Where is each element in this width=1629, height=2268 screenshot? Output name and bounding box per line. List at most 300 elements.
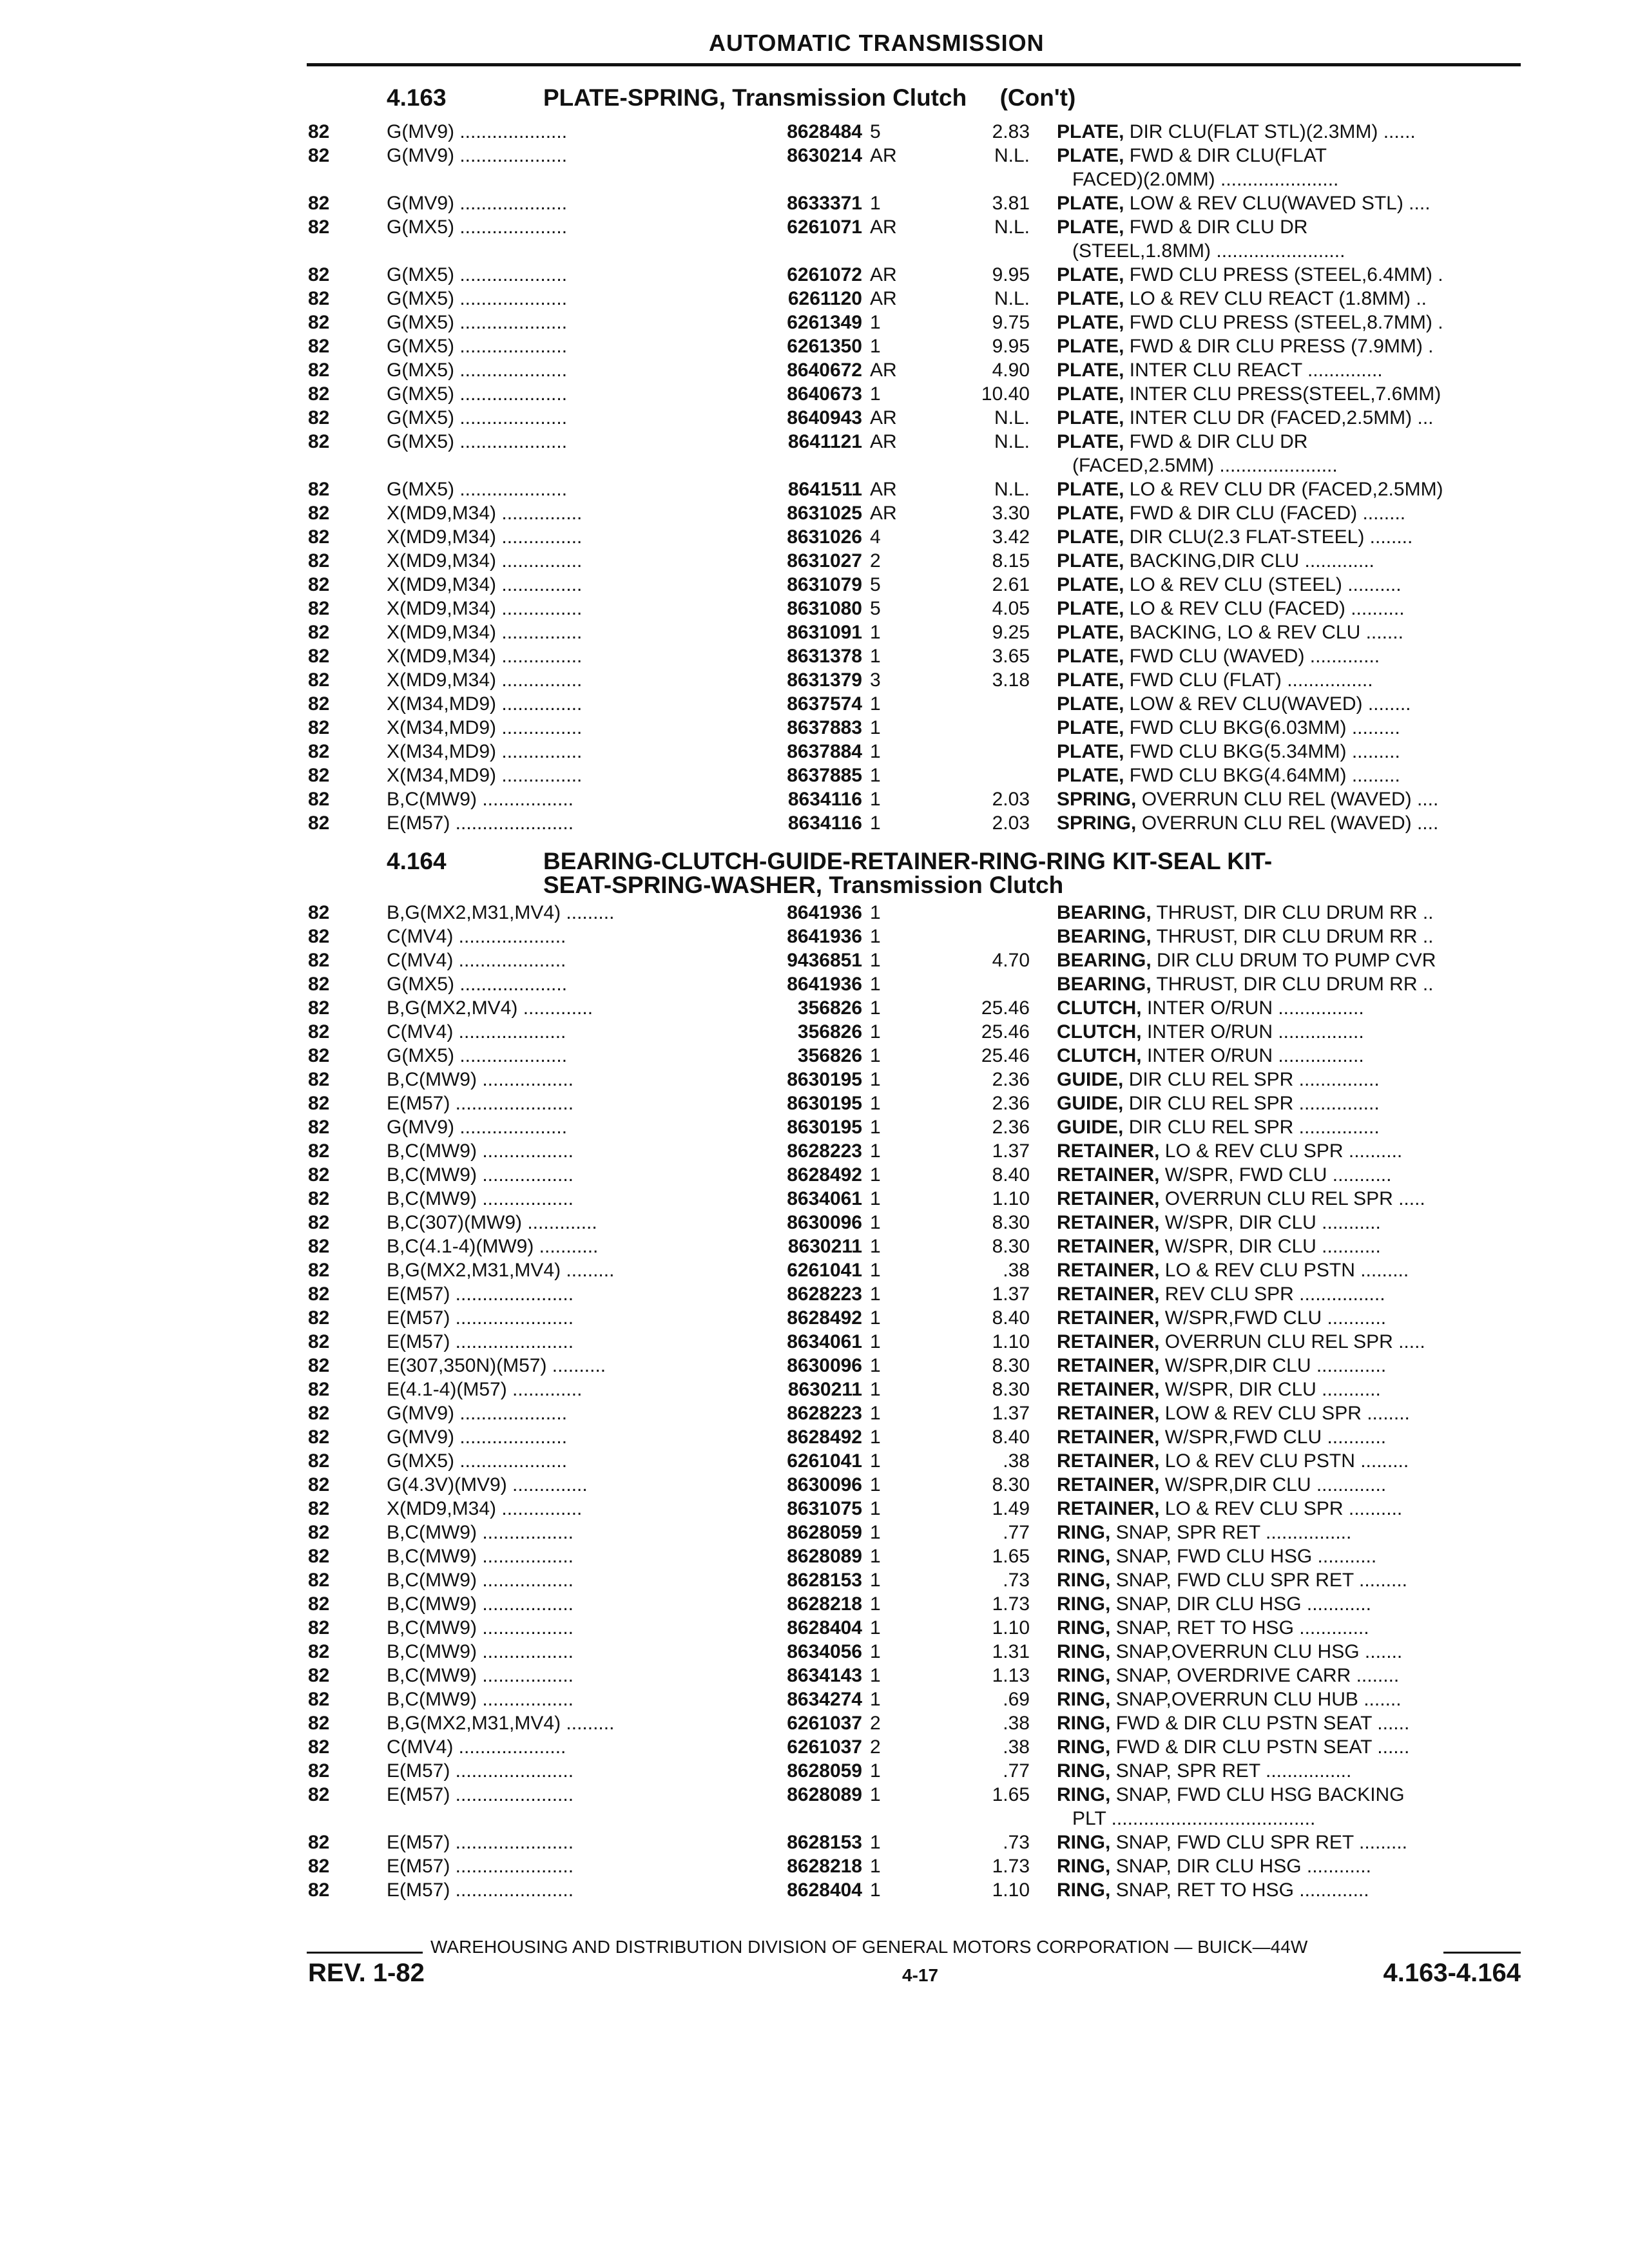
section-number: 4.164: [387, 848, 447, 874]
part-name: BEARING,: [1057, 902, 1152, 923]
price: 10.40: [981, 383, 1030, 405]
part-detail: W/SPR,FWD CLU ...........: [1164, 1307, 1387, 1329]
part-name: PLATE,: [1057, 765, 1124, 786]
part-description: [1057, 191, 1521, 215]
table-row: [0, 1163, 1629, 1187]
model-year: 82: [308, 1570, 330, 1591]
part-number: 8631075: [787, 1498, 862, 1519]
page-title: AUTOMATIC TRANSMISSION: [709, 30, 1045, 56]
price: 9.95: [992, 336, 1030, 357]
model-code: X(MD9,M34) ...............: [387, 598, 583, 619]
table-row-continuation: [0, 168, 1629, 191]
part-detail: LOW & REV CLU(WAVED STL) ....: [1129, 193, 1431, 214]
table-row: [0, 406, 1629, 430]
model-year: 82: [308, 693, 330, 715]
section-continued: (Con't): [999, 84, 1076, 111]
table-row: [0, 120, 1629, 144]
table-row: [0, 1282, 1629, 1306]
model-year: 82: [308, 1140, 330, 1162]
part-number: 8628218: [787, 1593, 862, 1615]
price: 1.13: [992, 1665, 1030, 1686]
part-name: PLATE,: [1057, 312, 1124, 333]
part-detail: FWD & DIR CLU (FACED) ........: [1129, 503, 1406, 524]
table-row: [0, 811, 1629, 835]
table-row: [0, 311, 1629, 334]
model-year: 82: [308, 1283, 330, 1305]
price: 25.46: [981, 1021, 1030, 1043]
part-number: 8628223: [787, 1283, 862, 1305]
part-name: RETAINER,: [1057, 1164, 1160, 1186]
table-row: [0, 477, 1629, 501]
price: .38: [1003, 1450, 1030, 1472]
part-detail: INTER CLU DR (FACED,2.5MM) ...: [1129, 407, 1434, 428]
table-row: [0, 1687, 1629, 1711]
table-row: [0, 1640, 1629, 1664]
table-row: [0, 1258, 1629, 1282]
part-number: 8628492: [787, 1307, 862, 1329]
model-year: 82: [308, 1021, 330, 1043]
part-description: [1057, 215, 1521, 239]
table-row: [0, 1783, 1629, 1807]
table-row: [0, 716, 1629, 740]
part-description: [1057, 144, 1521, 168]
part-name: RETAINER,: [1057, 1212, 1160, 1233]
model-code: E(M57) ......................: [387, 1331, 574, 1352]
quantity: 1: [870, 1546, 881, 1567]
part-name: PLATE,: [1057, 526, 1124, 548]
price: N.L.: [994, 479, 1030, 500]
part-number: 8628153: [787, 1832, 862, 1853]
table-row: [0, 1854, 1629, 1878]
part-number: 8631379: [787, 669, 862, 691]
part-number: 8630214: [787, 145, 862, 166]
model-year: 82: [308, 1665, 330, 1686]
model-code: E(4.1-4)(M57) .............: [387, 1379, 583, 1400]
model-year: 82: [308, 1689, 330, 1710]
quantity: 1: [870, 789, 881, 810]
model-code: X(M34,MD9) ...............: [387, 717, 583, 738]
quantity: 1: [870, 1331, 881, 1352]
model-year: 82: [308, 1379, 330, 1400]
table-row: [0, 1592, 1629, 1616]
model-code: E(M57) ......................: [387, 1760, 574, 1782]
model-year: 82: [308, 1784, 330, 1805]
part-name: PLATE,: [1057, 622, 1124, 643]
part-number: 6261041: [787, 1260, 862, 1281]
part-detail: LO & REV CLU PSTN .........: [1164, 1260, 1409, 1281]
table-row: [0, 549, 1629, 573]
part-detail-continued: (FACED,2.5MM) ......................: [1072, 455, 1338, 476]
model-year: 82: [308, 598, 330, 619]
price: .77: [1003, 1522, 1030, 1543]
model-year: 82: [308, 1117, 330, 1138]
part-detail: DIR CLU REL SPR ...............: [1128, 1069, 1380, 1090]
table-row: [0, 263, 1629, 287]
model-code: X(M34,MD9) ...............: [387, 693, 583, 715]
part-name: PLATE,: [1057, 717, 1124, 738]
model-code: B,G(MX2,M31,MV4) .........: [387, 1713, 615, 1734]
table-row: [0, 1497, 1629, 1521]
price: 2.36: [992, 1093, 1030, 1114]
table-row: [0, 1664, 1629, 1687]
model-code: G(MV9) ....................: [387, 121, 568, 142]
part-description: [1057, 1473, 1521, 1497]
part-name: CLUTCH,: [1057, 997, 1142, 1019]
part-name: PLATE,: [1057, 741, 1124, 762]
quantity: AR: [870, 145, 897, 166]
model-year: 82: [308, 669, 330, 691]
quantity: 1: [870, 1045, 881, 1066]
price: 1.10: [992, 1331, 1030, 1352]
part-detail: LOW & REV CLU(WAVED) ........: [1129, 693, 1411, 715]
part-number: 8631025: [787, 503, 862, 524]
part-name: PLATE,: [1057, 646, 1124, 667]
part-name: RING,: [1057, 1856, 1111, 1877]
part-description: [1057, 501, 1521, 525]
part-number: 8637884: [787, 741, 862, 762]
table-row: [0, 215, 1629, 239]
table-row: [0, 1449, 1629, 1473]
part-name: PLATE,: [1057, 193, 1124, 214]
quantity: 2: [870, 1713, 881, 1734]
price: 1.10: [992, 1188, 1030, 1209]
part-detail: INTER CLU PRESS(STEEL,7.6MM): [1129, 383, 1441, 405]
quantity: AR: [870, 288, 897, 309]
part-number: 8630211: [787, 1379, 862, 1400]
model-year: 82: [308, 1045, 330, 1066]
quantity: 1: [870, 1450, 881, 1472]
table-row: [0, 692, 1629, 716]
part-number: 8628059: [787, 1522, 862, 1543]
quantity: 1: [870, 1307, 881, 1329]
part-name: SPRING,: [1057, 789, 1137, 810]
price: .38: [1003, 1736, 1030, 1758]
part-description: [1057, 644, 1521, 668]
part-number: 356826: [797, 1045, 862, 1066]
price: N.L.: [994, 407, 1030, 428]
model-code: E(M57) ......................: [387, 812, 574, 834]
model-code: X(MD9,M34) ...............: [387, 526, 583, 548]
part-detail: SNAP, FWD CLU SPR RET .........: [1115, 1832, 1408, 1853]
table-row: [0, 668, 1629, 692]
model-year: 82: [308, 503, 330, 524]
quantity: 1: [870, 1164, 881, 1186]
model-code: B,G(MX2,M31,MV4) .........: [387, 902, 615, 923]
part-name: RING,: [1057, 1784, 1111, 1805]
part-description: [1057, 1211, 1521, 1235]
part-detail: LOW & REV CLU SPR ........: [1164, 1403, 1410, 1424]
model-code: B,C(MW9) .................: [387, 1617, 574, 1639]
part-detail: INTER O/RUN ................: [1147, 997, 1364, 1019]
section-number: 4.163: [387, 84, 447, 111]
table-row: [0, 287, 1629, 311]
part-detail: LO & REV CLU (STEEL) ..........: [1129, 574, 1402, 595]
part-number: 8630096: [787, 1474, 862, 1495]
part-description: [1057, 692, 1521, 716]
model-code: E(M57) ......................: [387, 1832, 574, 1853]
part-detail: LO & REV CLU (FACED) ..........: [1129, 598, 1405, 619]
quantity: 1: [870, 1665, 881, 1686]
part-number: 8628089: [787, 1546, 862, 1567]
price: N.L.: [994, 145, 1030, 166]
price: 1.31: [992, 1641, 1030, 1662]
part-detail: SNAP, FWD CLU HSG ...........: [1115, 1546, 1377, 1567]
part-number: 8631378: [787, 646, 862, 667]
table-row: [0, 1115, 1629, 1139]
quantity: 1: [870, 1784, 881, 1805]
model-code: X(M34,MD9) ...............: [387, 741, 583, 762]
model-code: G(MV9) ....................: [387, 1117, 568, 1138]
model-code: X(MD9,M34) ...............: [387, 1498, 583, 1519]
part-number: 8641936: [787, 926, 862, 947]
quantity: 1: [870, 926, 881, 947]
model-year: 82: [308, 974, 330, 995]
price: N.L.: [994, 288, 1030, 309]
table-row: [0, 1354, 1629, 1378]
table-row: [0, 972, 1629, 996]
part-name: RETAINER,: [1057, 1427, 1160, 1448]
model-year: 82: [308, 526, 330, 548]
quantity: 1: [870, 1760, 881, 1782]
quantity: 1: [870, 1188, 881, 1209]
part-description: [1057, 263, 1521, 287]
part-description: [1057, 1187, 1521, 1211]
model-code: G(MX5) ....................: [387, 336, 568, 357]
price: 4.70: [992, 950, 1030, 971]
part-name: RING,: [1057, 1832, 1111, 1853]
part-description: [1057, 1687, 1521, 1711]
model-code: B,C(MW9) .................: [387, 1069, 574, 1090]
part-name: GUIDE,: [1057, 1093, 1124, 1114]
table-row: [0, 644, 1629, 668]
part-number: 8637883: [787, 717, 862, 738]
model-code: G(MX5) ....................: [387, 383, 568, 405]
part-detail: SNAP, FWD CLU HSG BACKING: [1115, 1784, 1405, 1805]
table-row: [0, 1306, 1629, 1330]
part-detail: SNAP,OVERRUN CLU HUB .......: [1115, 1689, 1402, 1710]
part-detail: W/SPR,DIR CLU .............: [1164, 1355, 1387, 1376]
part-description: [1057, 1068, 1521, 1091]
model-code: B,C(MW9) .................: [387, 1140, 574, 1162]
part-detail: BACKING,DIR CLU .............: [1129, 550, 1374, 572]
model-year: 82: [308, 1331, 330, 1352]
part-description: [1057, 430, 1521, 454]
part-detail: SNAP, RET TO HSG .............: [1115, 1879, 1369, 1901]
part-number: 8637574: [787, 693, 862, 715]
part-description: [1057, 358, 1521, 382]
model-year: 82: [308, 1736, 330, 1758]
table-row: [0, 144, 1629, 168]
part-name: RETAINER,: [1057, 1498, 1160, 1519]
part-name: RING,: [1057, 1713, 1111, 1734]
part-name: RING,: [1057, 1760, 1111, 1782]
model-year: 82: [308, 717, 330, 738]
quantity: 1: [870, 1355, 881, 1376]
table-row: [0, 1473, 1629, 1497]
table-row: [0, 1211, 1629, 1235]
model-code: E(M57) ......................: [387, 1784, 574, 1805]
table-row: [0, 1020, 1629, 1044]
part-name: PLATE,: [1057, 407, 1124, 428]
quantity: 1: [870, 997, 881, 1019]
part-detail: DIR CLU REL SPR ...............: [1128, 1093, 1380, 1114]
part-detail-continued: (STEEL,1.8MM) ........................: [1072, 240, 1345, 262]
part-description: [1057, 716, 1521, 740]
quantity: AR: [870, 503, 897, 524]
quantity: 1: [870, 622, 881, 643]
quantity: 4: [870, 526, 881, 548]
part-number: 8630195: [787, 1093, 862, 1114]
price: 8.40: [992, 1164, 1030, 1186]
model-code: C(MV4) ....................: [387, 1021, 566, 1043]
part-detail: W/SPR, FWD CLU ...........: [1164, 1164, 1392, 1186]
quantity: 1: [870, 1236, 881, 1257]
price: 25.46: [981, 997, 1030, 1019]
price: .38: [1003, 1713, 1030, 1734]
price: 8.30: [992, 1236, 1030, 1257]
part-description: [1057, 1044, 1521, 1068]
model-code: E(M57) ......................: [387, 1307, 574, 1329]
part-name: RETAINER,: [1057, 1236, 1160, 1257]
quantity: 3: [870, 669, 881, 691]
part-detail: DIR CLU(2.3 FLAT-STEEL) ........: [1129, 526, 1413, 548]
part-number: 8634274: [787, 1689, 862, 1710]
price: 2.61: [992, 574, 1030, 595]
model-code: B,G(MX2,MV4) .............: [387, 997, 593, 1019]
model-code: G(MX5) ....................: [387, 288, 568, 309]
model-year: 82: [308, 1593, 330, 1615]
part-name: RETAINER,: [1057, 1260, 1160, 1281]
part-name: PLATE,: [1057, 550, 1124, 572]
part-detail: FWD & DIR CLU PSTN SEAT ......: [1115, 1713, 1410, 1734]
table-row: [0, 901, 1629, 925]
part-name: RING,: [1057, 1736, 1111, 1758]
part-detail: INTER O/RUN ................: [1147, 1045, 1364, 1066]
part-name: RETAINER,: [1057, 1474, 1160, 1495]
table-row: [0, 1378, 1629, 1401]
quantity: 1: [870, 765, 881, 786]
part-name: PLATE,: [1057, 336, 1124, 357]
section-heading-4-164: [387, 848, 1273, 898]
price: N.L.: [994, 216, 1030, 238]
quantity: 1: [870, 1570, 881, 1591]
model-code: B,C(MW9) .................: [387, 1593, 574, 1615]
model-code: X(MD9,M34) ...............: [387, 669, 583, 691]
part-description: [1057, 1616, 1521, 1640]
model-code: C(MV4) ....................: [387, 926, 566, 947]
part-detail: SNAP, DIR CLU HSG ............: [1115, 1593, 1371, 1615]
model-code: G(MX5) ....................: [387, 360, 568, 381]
part-detail: LO & REV CLU SPR ..........: [1164, 1140, 1403, 1162]
model-code: G(MX5) ....................: [387, 431, 568, 452]
price: .73: [1003, 1832, 1030, 1853]
model-code: C(MV4) ....................: [387, 1736, 566, 1758]
price: 8.30: [992, 1379, 1030, 1400]
section-subtitle: SEAT-SPRING-WASHER, Transmission Clutch: [543, 872, 1064, 898]
part-name: RETAINER,: [1057, 1403, 1160, 1424]
model-year: 82: [308, 997, 330, 1019]
part-number: 8641121: [787, 431, 862, 452]
model-code: G(MV9) ....................: [387, 1427, 568, 1448]
table-row: [0, 1425, 1629, 1449]
part-number: 8631080: [787, 598, 862, 619]
table-row: [0, 787, 1629, 811]
part-description: [1057, 1235, 1521, 1258]
part-number: 8634061: [787, 1188, 862, 1209]
part-detail: FWD & DIR CLU DR: [1129, 216, 1308, 238]
part-description: [1057, 1854, 1521, 1878]
model-code: X(M34,MD9) ...............: [387, 765, 583, 786]
table-row: [0, 501, 1629, 525]
part-number: 8628484: [787, 121, 862, 142]
part-number: 6261072: [787, 264, 862, 285]
part-description: [1057, 1521, 1521, 1544]
quantity: 5: [870, 121, 881, 142]
part-name: RING,: [1057, 1570, 1111, 1591]
part-detail: BACKING, LO & REV CLU .......: [1129, 622, 1403, 643]
part-number: 8628223: [787, 1403, 862, 1424]
part-description: [1057, 996, 1521, 1020]
model-year: 82: [308, 479, 330, 500]
part-detail: SNAP, RET TO HSG .............: [1115, 1617, 1369, 1639]
model-code: B,C(MW9) .................: [387, 1641, 574, 1662]
part-description: [1057, 477, 1521, 501]
part-description: [1057, 1831, 1521, 1854]
model-code: G(MX5) ....................: [387, 1045, 568, 1066]
model-year: 82: [308, 765, 330, 786]
table-row: [0, 1711, 1629, 1735]
quantity: 1: [870, 1689, 881, 1710]
part-description: [1057, 120, 1521, 144]
quantity: AR: [870, 264, 897, 285]
part-description: [1057, 597, 1521, 620]
model-code: X(MD9,M34) ...............: [387, 646, 583, 667]
model-code: C(MV4) ....................: [387, 950, 566, 971]
part-number: 8630195: [787, 1069, 862, 1090]
quantity: 1: [870, 1093, 881, 1114]
price: 9.95: [992, 264, 1030, 285]
model-year: 82: [308, 312, 330, 333]
part-number: 8628492: [787, 1164, 862, 1186]
part-detail: W/SPR,FWD CLU ...........: [1164, 1427, 1387, 1448]
model-code: B,C(4.1-4)(MW9) ...........: [387, 1236, 599, 1257]
model-code: B,C(MW9) .................: [387, 1665, 574, 1686]
price: 8.40: [992, 1307, 1030, 1329]
part-description: [1057, 406, 1521, 430]
part-number: 8628153: [787, 1570, 862, 1591]
model-code: G(MX5) ....................: [387, 974, 568, 995]
part-number: 8640673: [787, 383, 862, 405]
part-name: RETAINER,: [1057, 1188, 1160, 1209]
part-description: [1057, 925, 1521, 948]
section-title: BEARING-CLUTCH-GUIDE-RETAINER-RING-RING KIT-SEAL KIT-: [543, 848, 1273, 874]
table-row: [0, 1878, 1629, 1902]
part-number: 6261037: [787, 1713, 862, 1734]
part-detail: FWD & DIR CLU PSTN SEAT ......: [1115, 1736, 1410, 1758]
revision-label: REV. 1-82: [308, 1959, 425, 1987]
part-number: 8628218: [787, 1856, 862, 1877]
part-number: 6261349: [787, 312, 862, 333]
part-detail: W/SPR, DIR CLU ...........: [1164, 1212, 1381, 1233]
part-number: 6261037: [787, 1736, 862, 1758]
part-description: [1057, 1640, 1521, 1664]
price: 1.49: [992, 1498, 1030, 1519]
part-detail: DIR CLU DRUM TO PUMP CVR: [1157, 950, 1436, 971]
part-name: PLATE,: [1057, 360, 1124, 381]
model-year: 82: [308, 646, 330, 667]
part-name: RING,: [1057, 1617, 1111, 1639]
part-detail: OVERRUN CLU REL SPR .....: [1164, 1331, 1425, 1352]
